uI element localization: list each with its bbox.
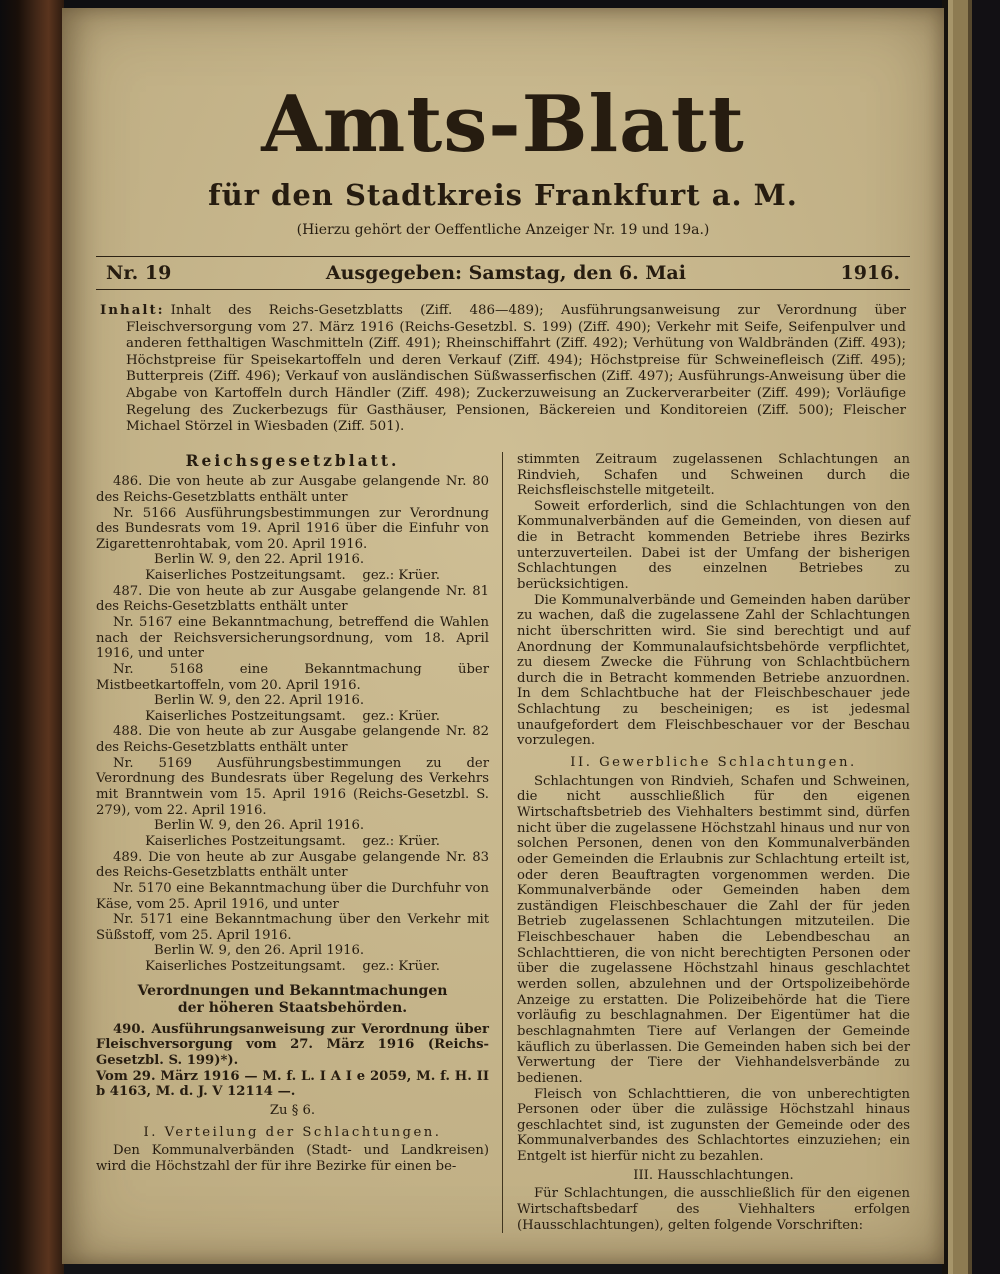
book-spine	[0, 0, 64, 1274]
issue-year: 1916.	[840, 262, 900, 284]
paragraph-fleisch-einziehung: Fleisch von Schlachttieren, die von unberechtigten Personen oder über die zulässige Höchstzahl hinaus geschlachtet sind, ist zugunsten der Gemeinde oder des Kommunalverbandes des Schlachtortes einzuziehen; ein Entgelt ist hierfür nicht zu bezahlen.	[517, 1086, 910, 1165]
paragraph-490-title: 490. Ausführungsanweisung zur Verordnung über Fleischversorgung vom 27. März 1916 (Reichs-Gesetzbl. S. 199)*).	[96, 1021, 489, 1069]
paragraph-nr-5168: Nr. 5168 eine Bekanntmachung über Mistbeetkartoffeln, vom 20. April 1916.	[96, 661, 489, 693]
section-heading-reichsgesetzblatt: Reichsgesetzblatt.	[185, 450, 400, 470]
issue-bar	[96, 256, 910, 290]
masthead-note: (Hierzu gehört der Oeffentliche Anzeiger Nr. 19 und 19a.)	[296, 222, 710, 238]
dateline-berlin-1: Berlin W. 9, den 22. April 1916.	[154, 552, 365, 568]
paragraph-488: 488. Die von heute ab zur Ausgabe gelangende Nr. 82 des Reichs-Gesetzblatts enthält unter	[96, 724, 489, 756]
paragraph-nr-5169: Nr. 5169 Ausführungsbestimmungen zu der Verordnung des Bundesrats über Regelung des Verkehrs mit Branntwein vom 15. April 1916 (Reichs-Gesetzbl. S. 279), vom 22. April 1916.	[96, 755, 489, 818]
paragraph-nr-5166: Nr. 5166 Ausführungsbestimmungen zur Verordnung des Bundesrats vom 19. April 1916 über die Einfuhr von Zigarettenrohtabak, vom 20. April 1916.	[96, 505, 489, 552]
article-columns	[96, 452, 910, 1233]
gazette-title: Amts-Blatt	[261, 79, 745, 170]
paragraph-soweit-erforderlich: Soweit erforderlich, sind die Schlachtungen von den Kommunalverbänden auf die Gemeinden, von diesen auf die in Betracht kommenden Betriebe ihres Bezirks unterzuverteilen. Dabei ist der Umfang der bisherigen Schlachtungen des einzelnen Betriebes zu berücksichtigen.	[517, 498, 910, 592]
issue-date: Ausgegeben: Samstag, den 6. Mai	[325, 262, 686, 284]
toc-text: Inhalt des Reichs-Gesetzblatts (Ziff. 486—489); Ausführungsanweisung zur Verordnung über Fleischversorgung vom 27. März 1916 (Reichs-Gesetzbl. S. 199) (Ziff. 490); Verkehr mit Seife, Seifenpulver und anderen fetthaltigen Waschmitteln (Ziff. 491); Rheinschiffahrt (Ziff. 492); Verhütung von Waldbränden (Ziff. 493); Höchstpreise für Speisekartoffeln und deren Verkauf (Ziff. 494); Höchstpreise für Schweinefleisch (Ziff. 495); Butterpreis (Ziff. 496); Verkauf von ausländischen Süßwasserfischen (Ziff. 497); Ausführungs-Anweisung über die Abgabe von Kartoffeln durch Händler (Ziff. 498); Zuckerzuweisung an Zuckerverarbeiter (Ziff. 499); Vorläufige Regelung des Zuckerbezugs für Gasthäuser, Pensionen, Bäckereien und Konditoreien (Ziff. 500); Fleischer Michael Störzel in Wiesbaden (Ziff. 501).	[126, 303, 906, 435]
signature-postzeitungsamt-1: Kaiserliches Postzeitungsamt. gez.: Krüer.	[145, 568, 440, 584]
paragraph-nr-5167: Nr. 5167 eine Bekanntmachung, betreffend die Wahlen nach der Reichsversicherungsordnung, vom 18. April 1916, und unter	[96, 615, 489, 662]
page-edge-stack	[942, 0, 1000, 1274]
subheading-zu-paragraph-6: Zu § 6.	[269, 1102, 316, 1118]
paragraph-486: 486. Die von heute ab zur Ausgabe gelangende Nr. 80 des Reichs-Gesetzblatts enthält unter	[96, 474, 489, 505]
dateline-berlin-3: Berlin W. 9, den 26. April 1916.	[154, 818, 365, 834]
dateline-berlin-4: Berlin W. 9, den 26. April 1916.	[154, 943, 365, 959]
signature-postzeitungsamt-4: Kaiserliches Postzeitungsamt. gez.: Krüer.	[145, 959, 440, 975]
masthead	[96, 8, 910, 238]
paragraph-kommunalverbaende: Den Kommunalverbänden (Stadt- und Landkreisen) wird die Höchstzahl der für ihre Bezirke für einen be-	[96, 1143, 489, 1174]
paragraph-nr-5171: Nr. 5171 eine Bekanntmachung über den Verkehr mit Süßstoff, vom 25. April 1916.	[96, 912, 489, 943]
paragraph-489: 489. Die von heute ab zur Ausgabe gelangende Nr. 83 des Reichs-Gesetzblatts enthält unter	[96, 849, 489, 881]
paragraph-ueberwachung: Die Kommunalverbände und Gemeinden haben darüber zu wachen, daß die zugelassene Zahl der Schlachtungen nicht überschritten wird. Sie sind berechtigt und auf Anordnung der Kommunalaufsichtsbehörde verpflichtet, zu diesem Zwecke die Führung von Schlachtbüchern durch die in Betracht kommenden Betriebe anzuordnen. In dem Schlachtbuche hat der Fleischbeschauer jede Schlachtung zu bescheinigen; es ist jedesmal unaufgefordert dem Fleischbeschauer vor der Beschau vorzulegen.	[517, 592, 910, 749]
paragraph-nr-5170: Nr. 5170 eine Bekanntmachung über die Durchfuhr von Käse, vom 25. April 1916, und unter	[96, 880, 489, 912]
paragraph-490-reference: Vom 29. März 1916 — M. f. L. I A I e 2059, M. f. H. II b 4163, M. d. J. V 12114 —.	[96, 1068, 489, 1100]
paragraph-hausschlachtungen-intro: Für Schlachtungen, die ausschließlich für den eigenen Wirtschaftsbedarf des Viehhalters erfolgen (Hausschlachtungen), gelten folgende Vorschriften:	[517, 1186, 910, 1233]
subheading-hausschlachtungen: III. Hausschlachtungen.	[633, 1167, 794, 1183]
newspaper-page	[62, 8, 944, 1264]
issue-number: Nr. 19	[106, 262, 172, 284]
right-column	[502, 452, 910, 1233]
signature-postzeitungsamt-3: Kaiserliches Postzeitungsamt. gez.: Krüer.	[145, 833, 440, 849]
paragraph-continuation: stimmten Zeitraum zugelassenen Schlachtungen an Rindvieh, Schafen und Schweinen durch die Reichsfleischstelle mitgeteilt.	[517, 451, 910, 499]
gazette-subtitle: für den Stadtkreis Frankfurt a. M.	[208, 178, 798, 212]
subheading-gewerbliche-schlachtungen: II. Gewerbliche Schlachtungen.	[570, 755, 857, 771]
left-column	[96, 452, 502, 1233]
signature-postzeitungsamt-2: Kaiserliches Postzeitungsamt. gez.: Krüer.	[145, 708, 440, 724]
paragraph-gewerbliche-regeln: Schlachtungen von Rindvieh, Schafen und Schweinen, die nicht ausschließlich für den eigenen Wirtschaftsbetrieb des Viehhalters bestimmt sind, dürfen nicht über die zugelassene Höchstzahl hinaus und nur von solchen Personen, denen von den Kommunalverbänden oder Gemeinden die Erlaubnis zur Schlachtung erteilt ist, oder deren Beauftragten vorgenommen werden. Die Kommunalverbände oder Gemeinden haben dem zuständigen Fleischbeschauer die Zahl der für jeden Betrieb zugelassenen Schlachtungen mitzuteilen. Die Fleischbeschauer haben die Lebendbeschau an Schlachttieren, die von nicht berechtigten Personen oder über die zugelassene Höchstzahl hinaus geschlachtet werden sollen, abzulehnen und der Ortspolizeibehörde Anzeige zu erstatten. Die Polizeibehörde hat die Tiere vorläufig zu beschlagnahmen. Der Eigentümer hat die beschlagnahmten Tiere auf Verlangen der Gemeinde käuflich zu überlassen. Die Gemeinden haben sich bei der Verwertung der Tiere der Viehhandelsverbände zu bedienen.	[517, 773, 910, 1086]
paragraph-487: 487. Die von heute ab zur Ausgabe gelangende Nr. 81 des Reichs-Gesetzblatts enthält unter	[96, 583, 489, 615]
dateline-berlin-2: Berlin W. 9, den 22. April 1916.	[154, 693, 365, 709]
subheading-verteilung: I. Verteilung der Schlachtungen.	[143, 1124, 442, 1140]
toc-label: Inhalt:	[100, 302, 165, 318]
table-of-contents	[100, 302, 906, 436]
section-heading-verordnungen: Verordnungen und Bekanntmachungen der höheren Staatsbehörden.	[137, 982, 448, 1017]
